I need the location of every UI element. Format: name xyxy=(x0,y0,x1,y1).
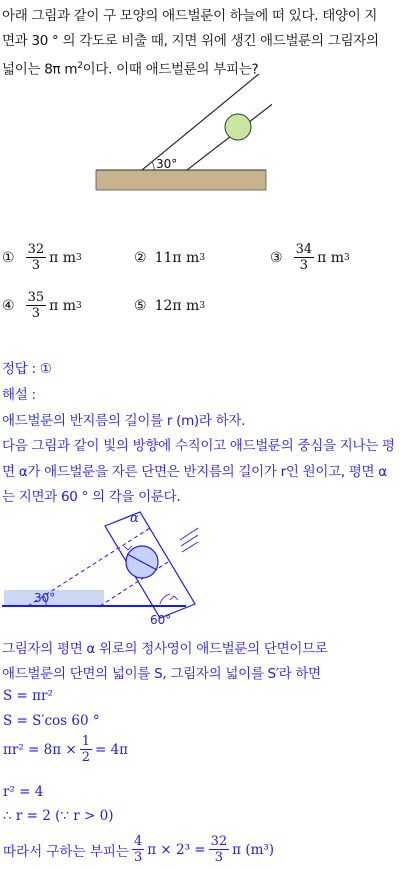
cross-section-figure xyxy=(0,508,210,630)
equation-4: r² = 4 xyxy=(3,784,44,800)
solution-line-2: 다음 그림과 같이 빛의 방향에 수직이고 애드벌룬의 중심을 지나는 평 xyxy=(2,438,395,454)
option-1[interactable]: ① $\frac{32}{3}$ π m 3 xyxy=(2,242,82,273)
solution-line-6: 애드벌룬의 단면의 넓이를 S, 그림자의 넓이를 S′라 하면 xyxy=(2,666,321,682)
equation-5: ∴ r = 2 (∵ r > 0) xyxy=(3,808,114,824)
solution-line-1: 애드벌룬의 반지름의 길이를 r (m)라 하자. xyxy=(2,413,246,429)
question-line-3: 넓이는 8π $m^2$이다. 이때 애드벌룬의 부피는? xyxy=(2,61,259,78)
angle-60-label: 60° xyxy=(150,613,172,627)
light-beam xyxy=(142,74,272,170)
question-text xyxy=(2,4,398,83)
question-line-2: 면과 30 ° 의 각도로 비출 때, 지면 위에 생긴 애드벌룬의 그림자의 xyxy=(2,33,379,49)
answer-label: 정답 : ① xyxy=(2,361,52,377)
equation-3: πr² = 8π × $\frac{1}{2}$ = 4π xyxy=(3,734,129,765)
option-2[interactable]: ② 11π m 3 xyxy=(134,250,206,266)
solution-line-3: 면 α가 애드벌룬을 자른 단면은 반지름의 길이가 r인 원이고, 평면 α xyxy=(2,464,387,480)
sun-rays-2 xyxy=(180,528,198,552)
solution-line-5: 그림자의 평면 α 위로의 정사영이 애드벌룬의 단면이므로 xyxy=(2,641,328,657)
equation-6: 따라서 구하는 부피는 $\frac{4}{3}$ π × 2³ = $\frac{32}{3}$ π (m³) xyxy=(3,834,275,865)
solution-line-4: 는 지면과 60 ° 의 각을 이룬다. xyxy=(2,489,181,505)
angle-30-label: 30° xyxy=(156,157,178,171)
angle-30-label-2: 30° xyxy=(34,591,56,605)
question-line-1: 아래 그림과 같이 구 모양의 애드벌룬이 하늘에 떠 있다. 태양이 지 xyxy=(2,8,378,24)
option-5[interactable]: ⑤ 12π m 3 xyxy=(134,298,206,314)
balloon-figure xyxy=(92,74,272,196)
solution-label: 해설 : xyxy=(2,387,36,403)
ground xyxy=(96,170,266,190)
equation-2: S = S′cos 60 ° xyxy=(3,713,100,729)
option-4[interactable]: ④ $\frac{35}{3}$ π m 3 xyxy=(2,290,82,321)
equation-1: S = πr² xyxy=(3,688,53,704)
alpha-label: α xyxy=(130,511,139,526)
option-3[interactable]: ③ $\frac{34}{3}$ π m 3 xyxy=(270,242,350,273)
balloon xyxy=(225,114,251,140)
